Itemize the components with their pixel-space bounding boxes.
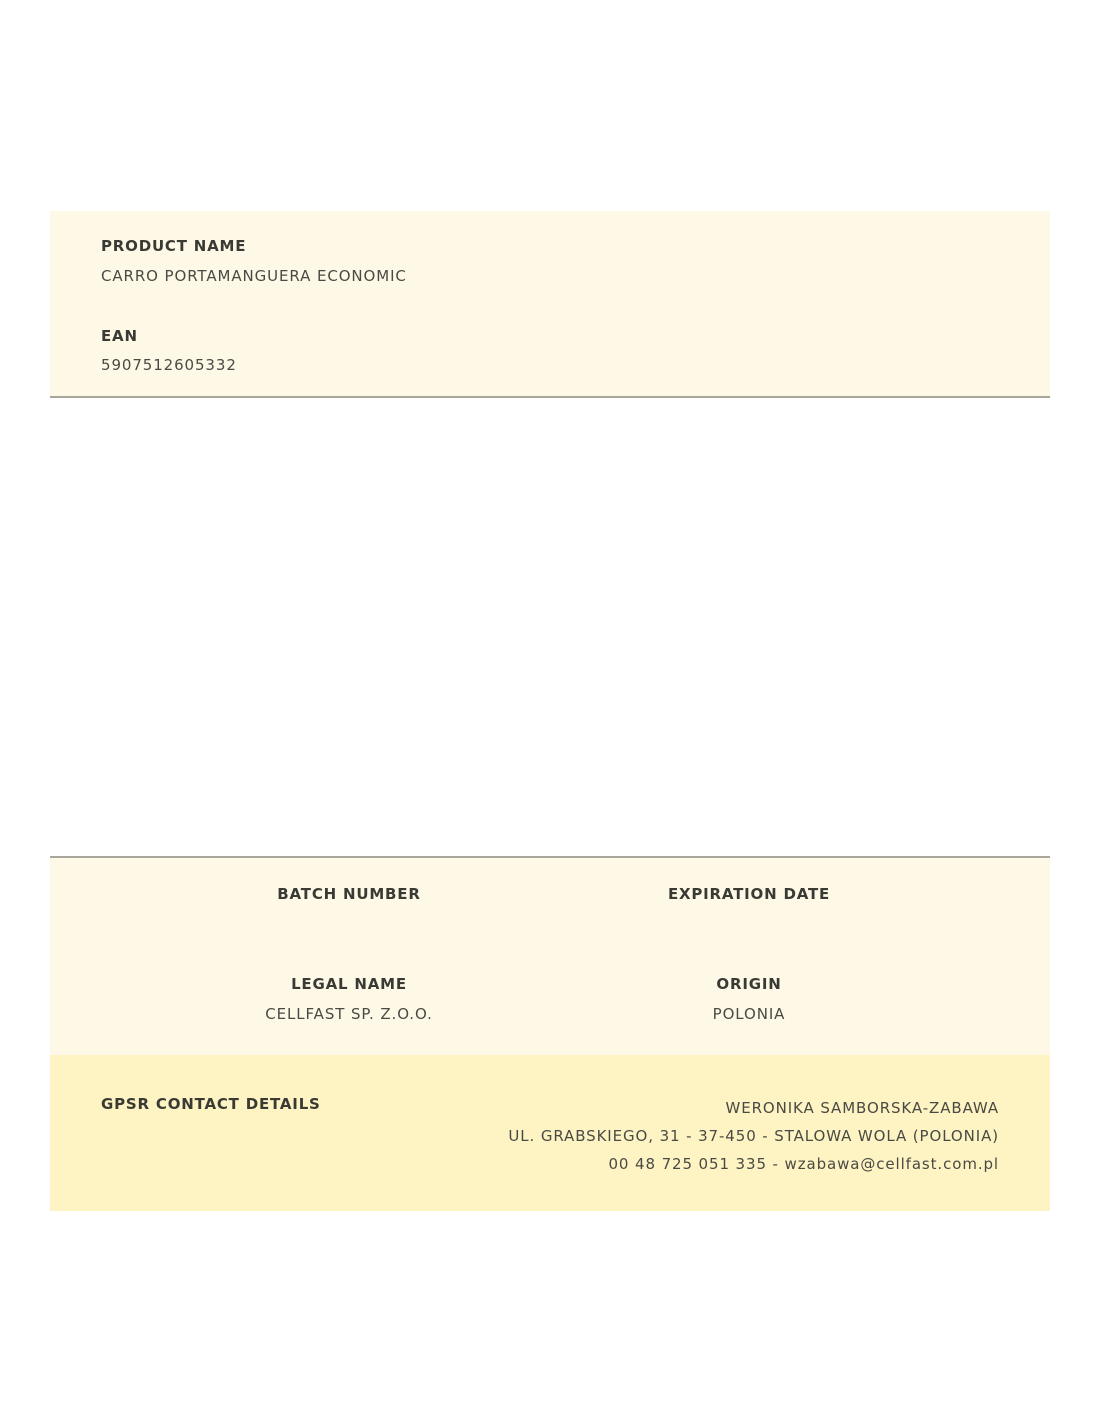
ean-label: EAN <box>101 327 138 345</box>
gpsr-contact-section <box>50 1055 1050 1211</box>
gpsr-contact-label: GPSR CONTACT DETAILS <box>101 1095 321 1113</box>
batch-number-label: BATCH NUMBER <box>277 885 421 903</box>
legal-name-label: LEGAL NAME <box>291 975 407 993</box>
contact-phone-email: 00 48 725 051 335 - wzabawa@cellfast.com.pl <box>608 1155 999 1173</box>
ean-value: 5907512605332 <box>101 356 237 374</box>
product-name-label: PRODUCT NAME <box>101 237 247 255</box>
origin-value: POLONIA <box>712 1005 786 1023</box>
batch-legal-section <box>50 856 1050 1057</box>
origin-label: ORIGIN <box>716 975 782 993</box>
contact-details <box>508 1094 999 1178</box>
product-name-value: CARRO PORTAMANGUERA ECONOMIC <box>101 267 407 285</box>
contact-name: WERONIKA SAMBORSKA-ZABAWA <box>725 1099 999 1117</box>
contact-address: UL. GRABSKIEGO, 31 - 37-450 - STALOWA WOLA (POLONIA) <box>508 1127 999 1145</box>
expiration-date-label: EXPIRATION DATE <box>667 885 831 903</box>
product-info-section <box>50 211 1050 398</box>
legal-name-value: CELLFAST SP. Z.O.O. <box>265 1005 433 1023</box>
